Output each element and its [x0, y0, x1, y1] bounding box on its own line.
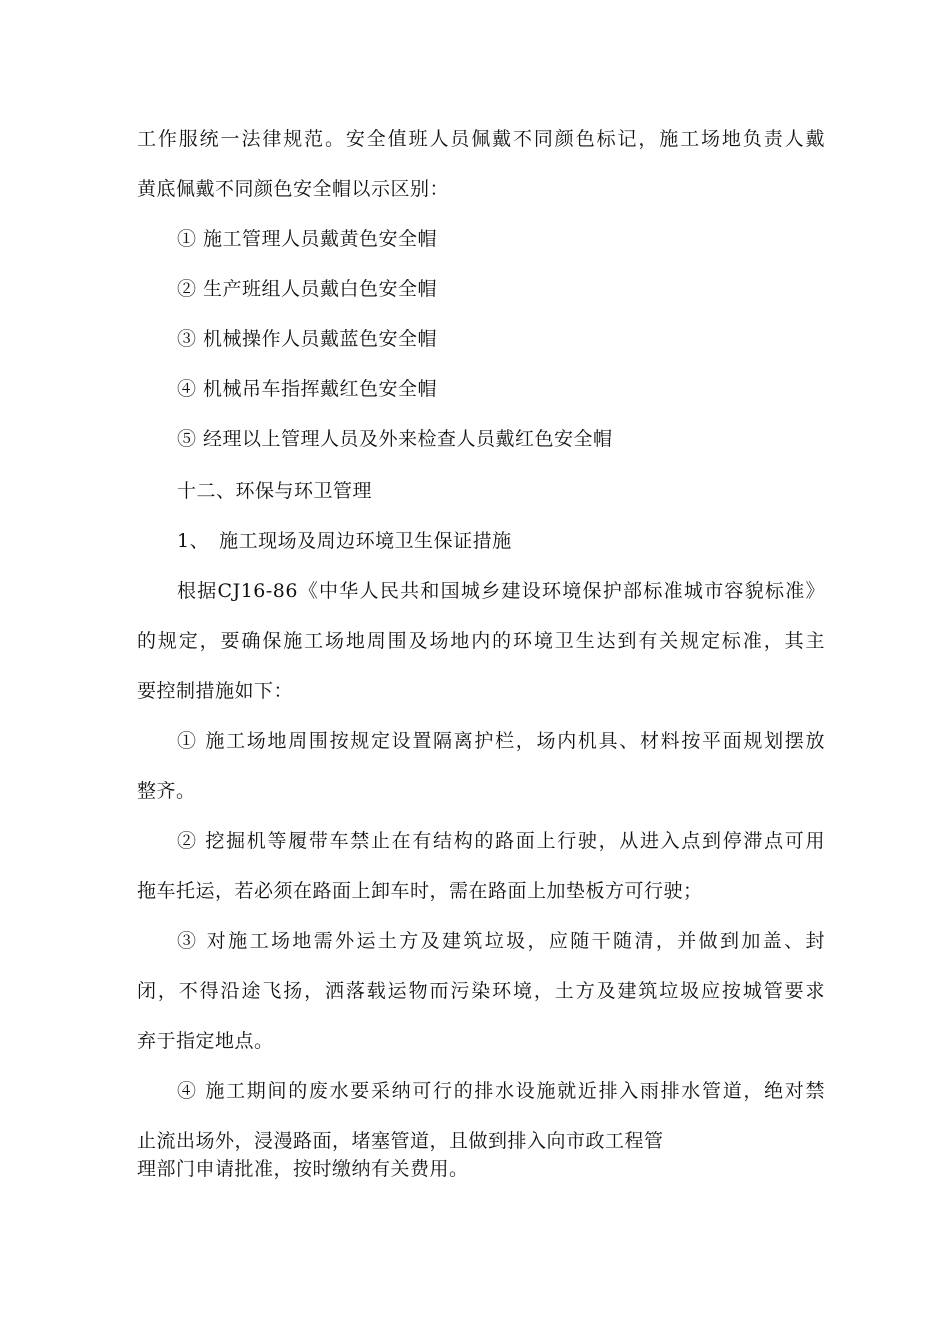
list-item: ① 施工场地周围按规定设置隔离护栏，场内机具、材料按平面规划摆放 — [177, 730, 825, 752]
section-heading: 十二、环保与环卫管理 — [177, 480, 373, 502]
list-item: ① 施工管理人员戴黄色安全帽 — [177, 228, 438, 250]
paragraph-line: 弃于指定地点。 — [137, 1030, 274, 1052]
list-item: ④ 施工期间的废水要采纳可行的排水设施就近排入雨排水管道，绝对禁 — [177, 1080, 825, 1102]
paragraph-line: 的规定，要确保施工场地周围及场地内的环境卫生达到有关规定标准，其主 — [137, 630, 825, 652]
paragraph-line: 黄底佩戴不同颜色安全帽以示区别： — [137, 178, 450, 200]
paragraph-line: 拖车托运，若必须在路面上卸车时，需在路面上加垫板方可行驶； — [137, 880, 703, 902]
paragraph-line: 止流出场外，浸漫路面，堵塞管道，且做到排入向市政工程管 — [137, 1130, 664, 1152]
list-item: ③ 对施工场地需外运土方及建筑垃圾，应随干随清，并做到加盖、封 — [177, 930, 825, 952]
paragraph-line: 闭，不得沿途飞扬，洒落载运物而污染环境，土方及建筑垃圾应按城管要求 — [137, 980, 825, 1002]
list-item: ⑤ 经理以上管理人员及外来检查人员戴红色安全帽 — [177, 428, 613, 450]
paragraph-line: 整齐。 — [137, 780, 196, 802]
paragraph-line: 要控制措施如下： — [137, 680, 294, 702]
list-item: ② 生产班组人员戴白色安全帽 — [177, 278, 438, 300]
paragraph-line: 理部门申请批准，按时缴纳有关费用。 — [137, 1158, 469, 1180]
list-item: ③ 机械操作人员戴蓝色安全帽 — [177, 328, 438, 350]
paragraph-line: 根据CJ16-86《中华人民共和国城乡建设环境保护部标准城市容貌标准》 — [177, 580, 825, 602]
list-item: ② 挖掘机等履带车禁止在有结构的路面上行驶，从进入点到停滞点可用 — [177, 830, 825, 852]
paragraph-line: 工作服统一法律规范。安全值班人员佩戴不同颜色标记，施工场地负责人戴 — [137, 128, 825, 150]
list-item: ④ 机械吊车指挥戴红色安全帽 — [177, 378, 438, 400]
subsection-heading: 1、 施工现场及周边环境卫生保证措施 — [177, 530, 512, 552]
